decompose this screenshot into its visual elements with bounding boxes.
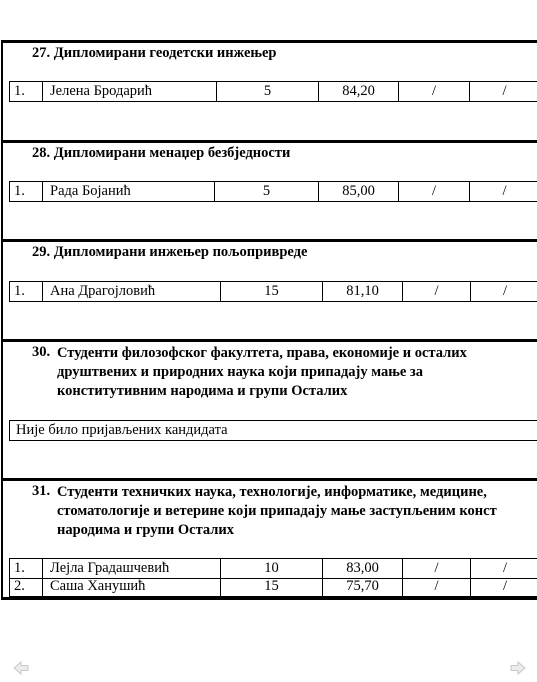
row-name: Јелена Бродарић — [42, 82, 216, 101]
title-line: друштвених и природних наука који припадају мање за — [57, 364, 423, 380]
section-number: 31. — [32, 483, 51, 499]
table-row — [9, 558, 537, 579]
section-title-text: Дипломирани инжењер пољопривреде — [53, 244, 308, 260]
row-col1: 5 — [216, 82, 318, 101]
table-row — [9, 281, 537, 302]
row-col2: 83,00 — [322, 559, 402, 578]
section-divider — [2, 339, 537, 342]
note-row — [9, 420, 537, 441]
row-name: Ана Драгојловић — [42, 282, 220, 301]
row-col1: 5 — [214, 182, 318, 201]
table-row — [9, 181, 537, 202]
section-divider — [2, 478, 537, 481]
section-number: 30. — [32, 344, 51, 360]
row-name: Саша Ханушић — [42, 577, 220, 596]
row-col3: / — [398, 82, 469, 101]
row-col4: / — [469, 82, 537, 101]
row-col2: 75,70 — [322, 577, 402, 596]
section-divider — [2, 239, 537, 242]
row-col1: 15 — [220, 577, 322, 596]
title-line: конститутивним народима и групи Осталих — [57, 383, 348, 399]
table-row — [9, 577, 537, 597]
row-col2: 84,20 — [318, 82, 398, 101]
section-30-title — [57, 344, 537, 401]
title-line: стоматологије и ветерине који припадају мање заступљеним конст — [57, 503, 497, 519]
title-line: Студенти техничких наука, технологије, информатике, медицине, — [57, 484, 487, 500]
section-divider — [2, 140, 537, 143]
row-col1: 15 — [220, 282, 322, 301]
section-27-title — [32, 45, 276, 62]
section-31-title — [57, 483, 537, 540]
section-28-title — [32, 145, 290, 162]
section-29-title — [32, 244, 307, 261]
row-number: 1. — [9, 559, 42, 578]
right-arrow-icon[interactable] — [509, 659, 527, 677]
row-name: Рада Бојанић — [42, 182, 214, 201]
left-border — [1, 40, 3, 600]
row-col3: / — [402, 559, 470, 578]
section-number: 29. — [32, 244, 51, 260]
section-number: 27. — [32, 45, 51, 61]
row-number: 2. — [9, 577, 42, 596]
title-line: Студенти филозофског факултета, права, економије и осталих — [57, 345, 467, 361]
row-col1: 10 — [220, 559, 322, 578]
section-title-text: Дипломирани геодетски инжењер — [53, 45, 277, 61]
section-number: 28. — [32, 145, 51, 161]
row-col4: / — [470, 559, 537, 578]
row-col2: 85,00 — [318, 182, 398, 201]
row-col4: / — [470, 282, 537, 301]
row-number: 1. — [9, 282, 42, 301]
row-col3: / — [402, 282, 470, 301]
note-text: Није било пријављених кандидата — [9, 421, 537, 440]
left-arrow-icon[interactable] — [12, 659, 30, 677]
table-row — [9, 81, 537, 102]
row-col3: / — [402, 577, 470, 596]
section-divider — [2, 40, 537, 43]
title-line: народима и групи Осталих — [57, 522, 234, 538]
row-col3: / — [398, 182, 469, 201]
row-number: 1. — [9, 182, 42, 201]
section-divider — [2, 597, 537, 600]
row-col4: / — [470, 577, 537, 596]
row-number: 1. — [9, 82, 42, 101]
row-col2: 81,10 — [322, 282, 402, 301]
row-col4: / — [469, 182, 537, 201]
section-title-text: Дипломирани менаџер безбједности — [53, 145, 291, 161]
row-name: Лејла Градашчевић — [42, 559, 220, 578]
